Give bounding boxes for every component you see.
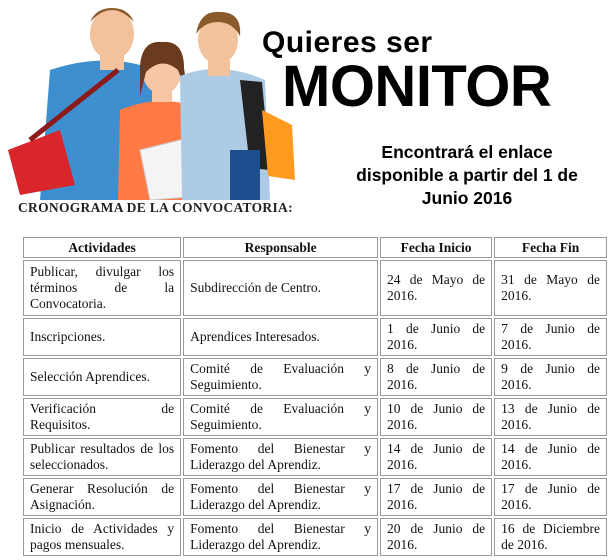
col-header-responsable: Responsable: [183, 237, 378, 258]
cell-responsible: Fomento del Bienestar y Liderazgo del Aprendiz.: [183, 478, 378, 516]
cell-end-date: 31 de Mayo de 2016.: [494, 260, 607, 316]
cell-end-date: 13 de Junio de 2016.: [494, 398, 607, 436]
cell-activity: Publicar, divulgar los términos de la Convocatoria.: [23, 260, 181, 316]
cell-activity: Selección Aprendices.: [23, 358, 181, 396]
cell-responsible: Comité de Evaluación y Seguimiento.: [183, 398, 378, 436]
cell-start-date: 20 de Junio de 2016.: [380, 518, 492, 556]
notice-line: Junio 2016: [421, 188, 513, 208]
cell-responsible: Subdirección de Centro.: [183, 260, 378, 316]
cell-start-date: 8 de Junio de 2016.: [380, 358, 492, 396]
cell-start-date: 10 de Junio de 2016.: [380, 398, 492, 436]
cell-end-date: 7 de Junio de 2016.: [494, 318, 607, 356]
cell-start-date: 14 de Junio de 2016.: [380, 438, 492, 476]
cell-end-date: 14 de Junio de 2016.: [494, 438, 607, 476]
table-row: [23, 478, 607, 516]
cell-activity: Publicar resultados de los seleccionados.: [23, 438, 181, 476]
schedule-table: [21, 235, 609, 558]
headline-monitor: MONITOR: [282, 54, 552, 119]
headline-quieres-ser: Quieres ser: [262, 26, 433, 59]
table-row: [23, 438, 607, 476]
table-row: [23, 398, 607, 436]
cell-activity: Inscripciones.: [23, 318, 181, 356]
table-row: [23, 260, 607, 316]
cell-start-date: 17 de Junio de 2016.: [380, 478, 492, 516]
notice-line: disponible a partir del 1 de: [356, 165, 578, 185]
cell-responsible: Fomento del Bienestar y Liderazgo del Aprendiz.: [183, 438, 378, 476]
table-row: [23, 318, 607, 356]
section-title: CRONOGRAMA DE LA CONVOCATORIA:: [18, 200, 293, 215]
table-row: [23, 518, 607, 556]
cell-start-date: 24 de Mayo de 2016.: [380, 260, 492, 316]
col-header-fecha-inicio: Fecha Inicio: [380, 237, 492, 258]
table-header-row: [23, 237, 607, 258]
cell-activity: Verificación de Requisitos.: [23, 398, 181, 436]
cell-responsible: Fomento del Bienestar y Liderazgo del Aprendiz.: [183, 518, 378, 556]
students-photo: [0, 0, 305, 200]
cell-start-date: 1 de Junio de 2016.: [380, 318, 492, 356]
cell-end-date: 17 de Junio de 2016.: [494, 478, 607, 516]
notice-line: Encontrará el enlace: [381, 142, 553, 162]
cell-end-date: 16 de Diciembre de 2016.: [494, 518, 607, 556]
cell-responsible: Aprendices Interesados.: [183, 318, 378, 356]
cell-end-date: 9 de Junio de 2016.: [494, 358, 607, 396]
col-header-actividades: Actividades: [23, 237, 181, 258]
cell-activity: Generar Resolución de Asignación.: [23, 478, 181, 516]
cell-responsible: Comité de Evaluación y Seguimiento.: [183, 358, 378, 396]
enrollment-notice: [336, 141, 598, 210]
cell-activity: Inicio de Actividades y pagos mensuales.: [23, 518, 181, 556]
col-header-fecha-fin: Fecha Fin: [494, 237, 607, 258]
table-row: [23, 358, 607, 396]
